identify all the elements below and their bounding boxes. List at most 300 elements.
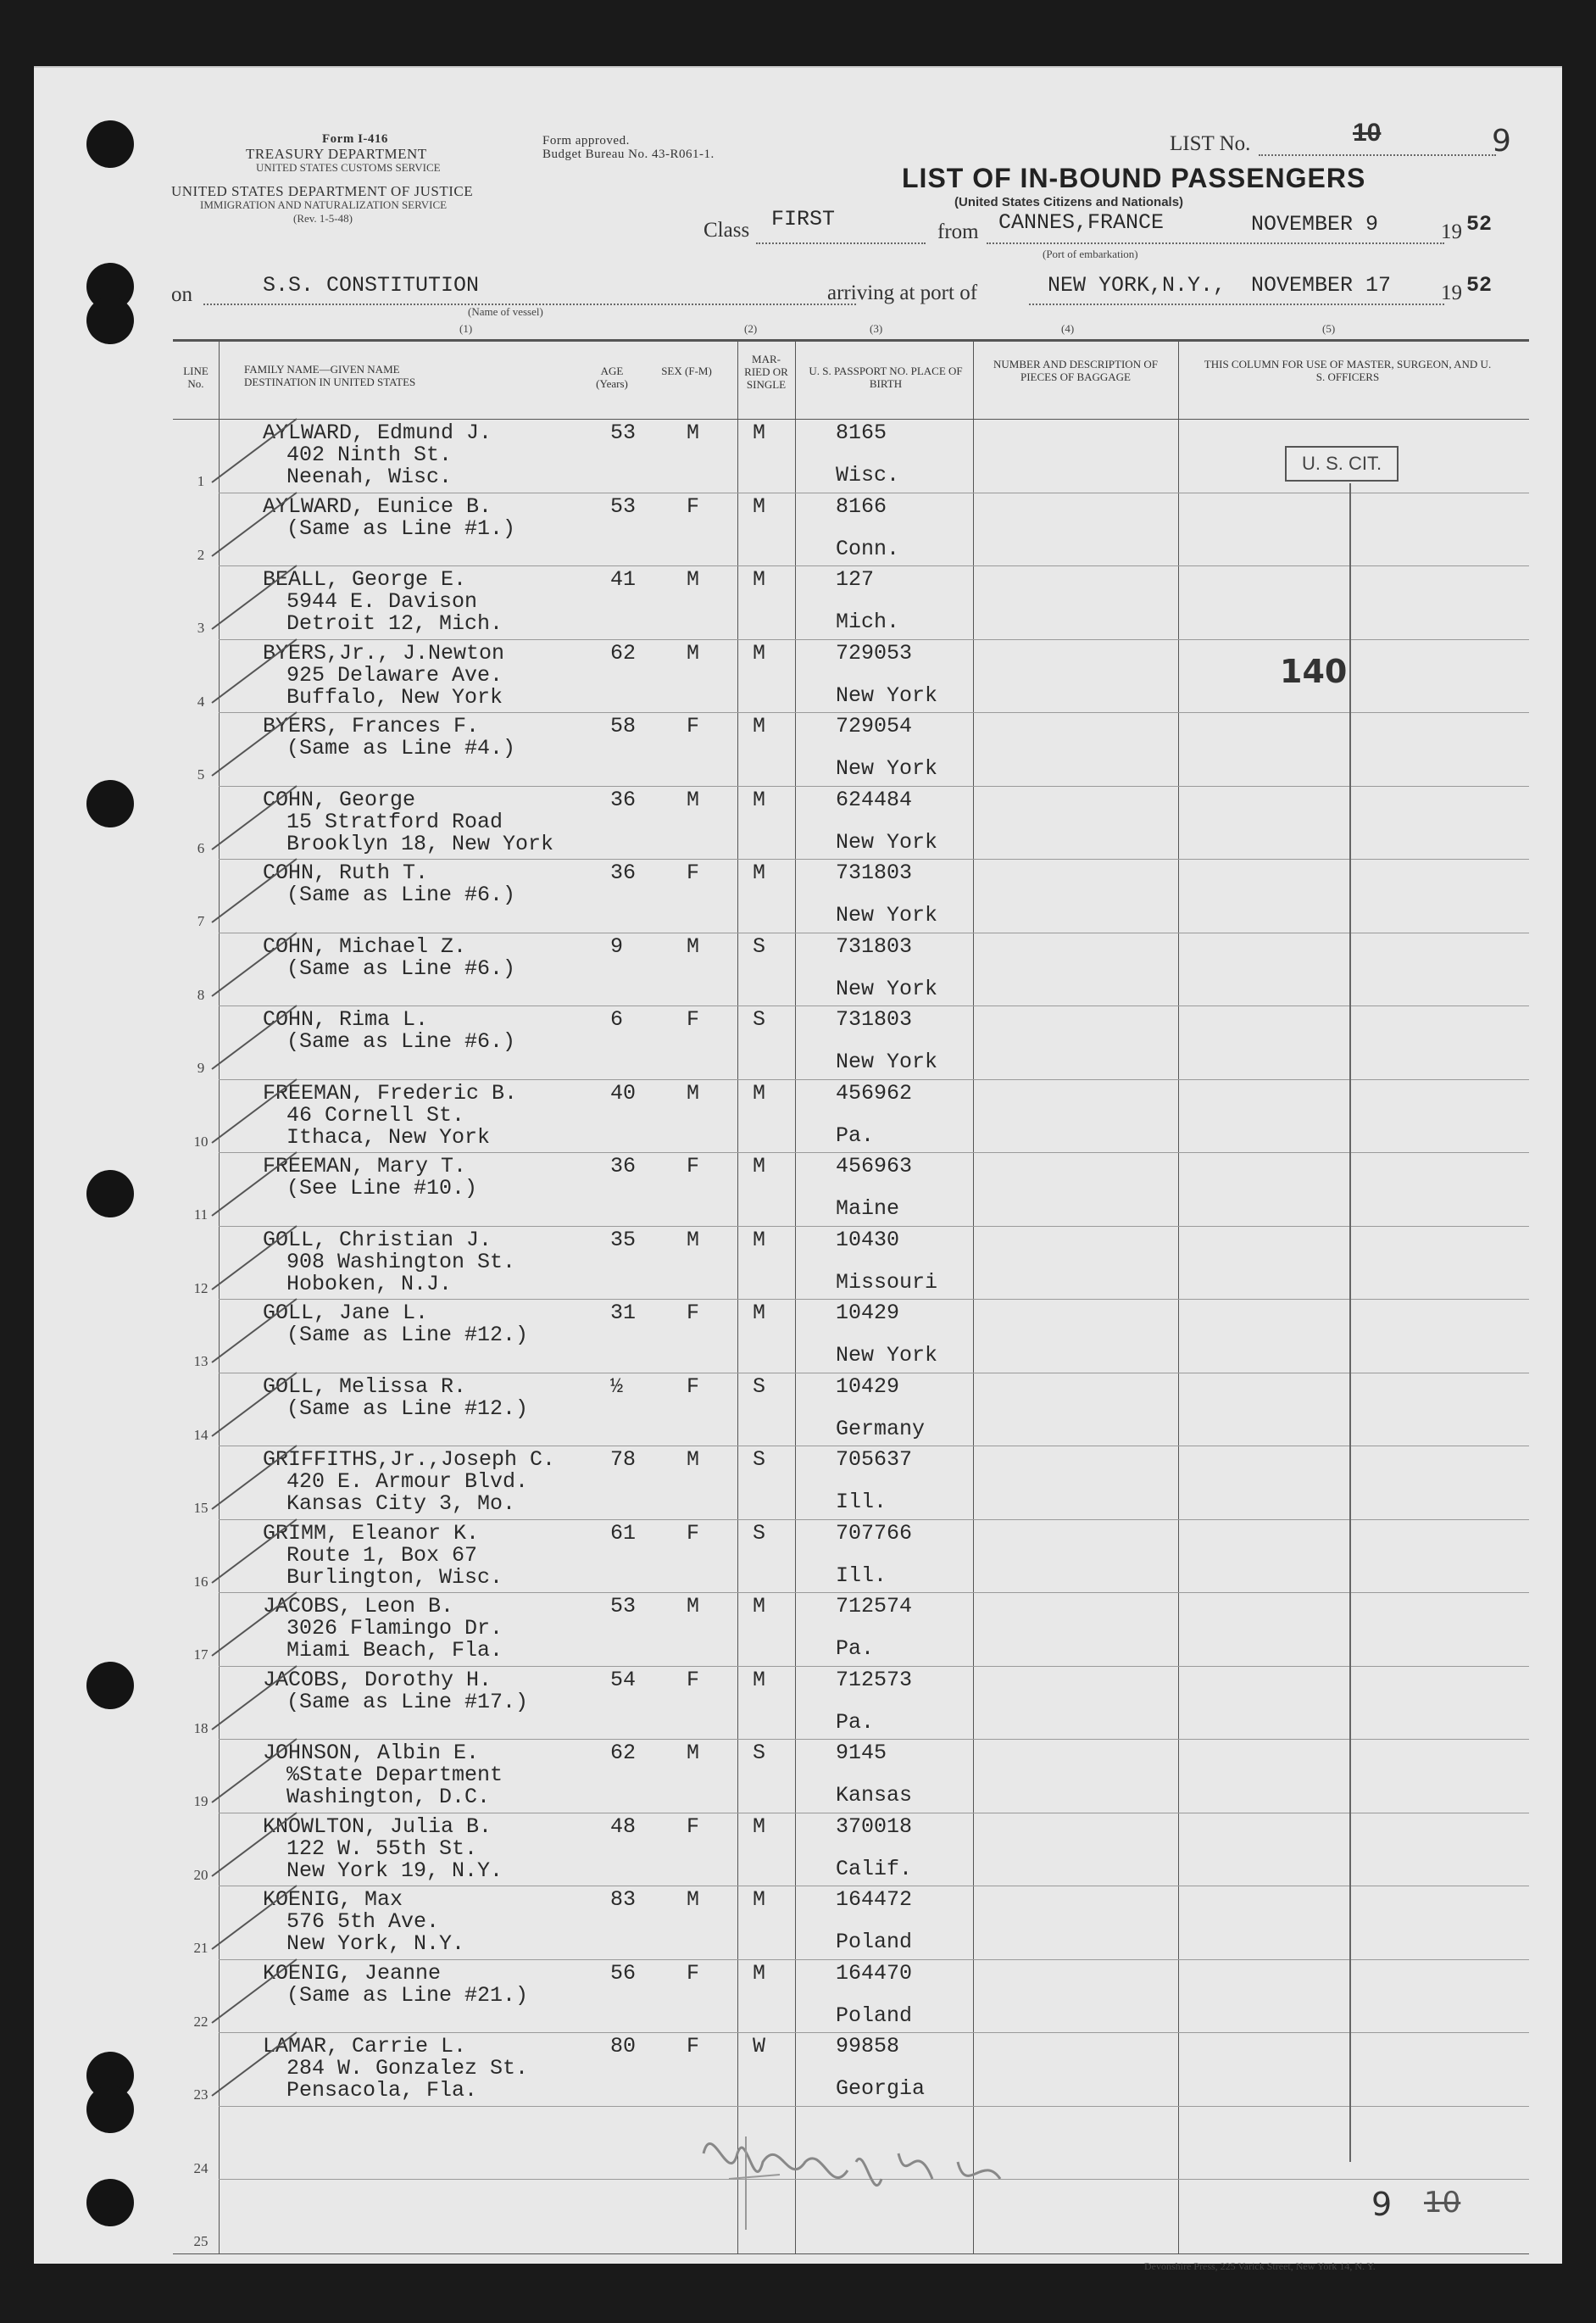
passenger-address: (Same as Line #17.)	[286, 1689, 529, 1714]
passenger-sex: M	[687, 421, 700, 445]
passenger-address: 925 Delaware Ave.	[286, 662, 503, 688]
passenger-age: 78	[610, 1447, 637, 1472]
place-of-birth: Poland	[836, 1930, 913, 1954]
passenger-marital-status: S	[753, 1741, 766, 1765]
passenger-age: 31	[610, 1301, 637, 1325]
table-bottom-border	[173, 2253, 1529, 2254]
passport-number: 712574	[836, 1594, 913, 1618]
embarkation-caption: (Port of embarkation)	[1043, 248, 1138, 260]
passenger-name: GOLL, Melissa R.	[263, 1373, 467, 1399]
check-mark	[203, 1071, 305, 1156]
passenger-age: 40	[610, 1080, 637, 1106]
row-divider	[219, 1299, 1529, 1300]
passenger-name: BEALL, George E.	[263, 567, 467, 592]
check-mark	[203, 997, 305, 1082]
passport-number: 10430	[836, 1227, 900, 1252]
place-of-birth: Mich.	[836, 610, 900, 634]
passenger-age: 53	[610, 1594, 637, 1618]
passenger-sex: M	[687, 933, 700, 959]
passenger-marital-status: S	[753, 1373, 766, 1399]
passenger-address: (Same as Line #1.)	[286, 515, 516, 541]
place-of-birth: Conn.	[836, 536, 900, 561]
passenger-age: ½	[610, 1373, 624, 1399]
line-number: 19	[193, 1793, 209, 1809]
passenger-name: GOLL, Jane L.	[263, 1301, 429, 1325]
page-title: LIST OF IN-BOUND PASSENGERS	[902, 163, 1366, 193]
passport-number: 10429	[836, 1301, 900, 1325]
check-mark	[203, 1877, 305, 1962]
passenger-name: JACOBS, Dorothy H.	[263, 1667, 492, 1692]
row-divider	[219, 859, 1529, 860]
passenger-marital-status: M	[753, 1301, 766, 1325]
header-age: AGE (Years)	[596, 365, 628, 390]
passenger-age: 36	[610, 861, 637, 885]
row-divider	[219, 639, 1529, 640]
class-value: FIRST	[771, 207, 836, 231]
passenger-address: Route 1, Box 67	[286, 1542, 478, 1568]
passenger-address: %State Department	[286, 1763, 503, 1787]
passport-number: 8166	[836, 493, 887, 519]
vessel-name: S.S. CONSTITUTION	[263, 273, 480, 298]
passenger-sex: M	[687, 567, 700, 592]
column-divider	[737, 339, 738, 2253]
passenger-sex: M	[687, 640, 700, 666]
passenger-sex: M	[687, 1741, 700, 1765]
passenger-name: JOHNSON, Albin E.	[263, 1741, 480, 1765]
passenger-age: 58	[610, 714, 637, 738]
passenger-name: KOENIG, Jeanne	[263, 1960, 442, 1986]
place-of-birth: New York	[836, 1050, 938, 1074]
printer-imprint: Devonshire Press, 225 Varick Street, New York 14, N. Y.	[1144, 2260, 1376, 2272]
binder-hole	[86, 2179, 134, 2226]
passenger-age: 9	[610, 933, 624, 959]
row-divider	[219, 1592, 1529, 1593]
embarkation-port: CANNES,FRANCE	[998, 210, 1165, 235]
check-mark	[203, 1657, 305, 1742]
passenger-address: 284 W. Gonzalez St.	[286, 2056, 529, 2081]
binder-hole	[86, 2086, 134, 2133]
list-number-struck: 10	[1353, 119, 1382, 147]
passenger-address: 46 Cornell St.	[286, 1102, 465, 1128]
departure-date: NOVEMBER 9	[1251, 212, 1379, 237]
class-label: Class	[703, 219, 750, 242]
vessel-caption: (Name of vessel)	[468, 305, 543, 318]
passenger-age: 36	[610, 787, 637, 812]
check-mark	[203, 1804, 305, 1889]
line-number: 24	[193, 2159, 209, 2176]
passenger-age: 54	[610, 1667, 637, 1692]
arriving-label: arriving at port of	[827, 281, 978, 304]
passenger-name: JACOBS, Leon B.	[263, 1594, 454, 1618]
check-mark	[203, 557, 305, 642]
passenger-sex: F	[687, 714, 700, 738]
check-mark	[203, 484, 305, 569]
passenger-marital-status: S	[753, 1520, 766, 1546]
passenger-marital-status: M	[753, 1227, 766, 1252]
passenger-age: 83	[610, 1887, 637, 1912]
header-baggage: NUMBER AND DESCRIPTION OF PIECES OF BAGGAGE	[993, 358, 1158, 383]
place-of-birth: Wisc.	[836, 463, 900, 487]
departure-year: 52	[1466, 212, 1493, 237]
passenger-sex: F	[687, 1154, 700, 1178]
passenger-marital-status: W	[753, 2034, 766, 2058]
check-mark	[203, 1290, 305, 1375]
passenger-marital-status: M	[753, 787, 766, 812]
form-approved: Form approved.	[542, 134, 630, 148]
line-number: 14	[193, 1426, 209, 1443]
check-mark	[203, 410, 305, 495]
passenger-sex: M	[687, 1447, 700, 1472]
check-mark	[203, 1584, 305, 1668]
place-of-birth: Pa.	[836, 1636, 875, 1661]
line-number: 12	[193, 1279, 209, 1296]
line-number: 7	[197, 913, 205, 929]
passenger-age: 48	[610, 1813, 637, 1839]
passenger-marital-status: M	[753, 567, 766, 592]
passenger-marital-status: M	[753, 1887, 766, 1912]
line-number: 4	[197, 693, 205, 710]
place-of-birth: Poland	[836, 2003, 913, 2028]
passenger-sex: F	[687, 1520, 700, 1546]
verification-line	[1349, 483, 1351, 2162]
passenger-name: COHN, Ruth T.	[263, 861, 429, 885]
line-number: 23	[193, 2086, 209, 2103]
line-number: 6	[197, 839, 205, 856]
passenger-name: COHN, George	[263, 787, 416, 812]
place-of-birth: Missouri	[836, 1269, 938, 1295]
binder-hole	[86, 297, 134, 344]
passenger-address: (See Line #10.)	[286, 1176, 478, 1200]
form-number: Form I-416	[322, 132, 388, 146]
passenger-sex: F	[687, 1667, 700, 1692]
row-divider	[219, 1079, 1529, 1080]
passenger-name: BYERS, Frances F.	[263, 714, 480, 738]
passenger-city: New York, N.Y.	[286, 1931, 465, 1956]
passenger-city: Neenah, Wisc.	[286, 465, 453, 489]
passenger-sex: M	[687, 1594, 700, 1618]
inspector-signature	[678, 2103, 1034, 2238]
line-number: 17	[193, 1646, 209, 1663]
passenger-address: 122 W. 55th St.	[286, 1836, 478, 1861]
passenger-marital-status: M	[753, 1960, 766, 1986]
treasury-department: TREASURY DEPARTMENT	[246, 146, 427, 162]
passport-number: 164472	[836, 1887, 913, 1912]
passenger-city: New York 19, N.Y.	[286, 1858, 503, 1883]
passenger-name: COHN, Rima L.	[263, 1007, 429, 1032]
passenger-age: 36	[610, 1154, 637, 1178]
passport-number: 10429	[836, 1373, 900, 1399]
passenger-name: FREEMAN, Frederic B.	[263, 1080, 518, 1106]
passenger-marital-status: M	[753, 1154, 766, 1178]
passport-number: 731803	[836, 933, 913, 959]
passenger-city: Hoboken, N.J.	[286, 1271, 453, 1296]
place-of-birth: Calif.	[836, 1856, 913, 1881]
list-number: 9	[1492, 124, 1511, 159]
passport-number: 456963	[836, 1154, 913, 1178]
check-mark	[203, 850, 305, 935]
passenger-address: 15 Stratford Road	[286, 809, 503, 834]
line-number: 16	[193, 1573, 209, 1590]
page-number-struck: 10	[1424, 2186, 1461, 2220]
passenger-age: 6	[610, 1007, 624, 1032]
header-sex: SEX (F-M)	[661, 365, 712, 377]
passenger-marital-status: M	[753, 1080, 766, 1106]
passenger-address: (Same as Line #6.)	[286, 1029, 516, 1054]
place-of-birth: New York	[836, 1343, 938, 1368]
check-mark	[203, 1951, 305, 2036]
check-mark	[203, 1437, 305, 1522]
customs-service: UNITED STATES CUSTOMS SERVICE	[256, 161, 441, 174]
check-mark	[203, 1364, 305, 1449]
passenger-sex: F	[687, 493, 700, 519]
manifest-page	[34, 66, 1562, 2272]
line-number: 18	[193, 1719, 209, 1736]
check-mark	[203, 1730, 305, 1815]
place-of-birth: Maine	[836, 1196, 900, 1221]
passport-number: 164470	[836, 1960, 913, 1986]
passenger-marital-status: S	[753, 1007, 766, 1032]
passenger-name: AYLWARD, Eunice B.	[263, 493, 492, 519]
passenger-marital-status: M	[753, 493, 766, 519]
line-number: 5	[197, 766, 205, 783]
passenger-age: 53	[610, 493, 637, 519]
column-divider	[795, 339, 796, 2253]
passport-number: 456962	[836, 1080, 913, 1106]
class-line	[756, 242, 926, 244]
check-mark	[203, 631, 305, 716]
passport-number: 624484	[836, 787, 913, 812]
line-number: 3	[197, 620, 205, 636]
passport-number: 729053	[836, 640, 913, 666]
passport-number: 707766	[836, 1520, 913, 1546]
passenger-address: 3026 Flamingo Dr.	[286, 1616, 503, 1641]
passport-number: 370018	[836, 1813, 913, 1839]
passenger-marital-status: M	[753, 1813, 766, 1839]
passenger-name: KOENIG, Max	[263, 1887, 403, 1912]
binder-hole	[86, 1662, 134, 1709]
passport-number: 712573	[836, 1667, 913, 1692]
passenger-sex: M	[687, 787, 700, 812]
line-number: 13	[193, 1353, 209, 1369]
passenger-address: 576 5th Ave.	[286, 1909, 440, 1934]
place-of-birth: Kansas	[836, 1783, 913, 1808]
passenger-sex: M	[687, 1227, 700, 1252]
place-of-birth: New York	[836, 976, 938, 1001]
passenger-sex: F	[687, 1813, 700, 1839]
passenger-address: (Same as Line #21.)	[286, 1982, 529, 2008]
arrival-port: NEW YORK,N.Y.,	[1048, 273, 1226, 298]
row-divider	[219, 1959, 1529, 1960]
place-of-birth: New York	[836, 903, 938, 928]
year-prefix: 19	[1441, 220, 1462, 243]
header-married: MAR-RIED OR SINGLE	[744, 353, 788, 391]
passenger-city: Miami Beach, Fla.	[286, 1638, 503, 1663]
passenger-name: BYERS,Jr., J.Newton	[263, 640, 505, 666]
place-of-birth: Germany	[836, 1416, 926, 1441]
line-number: 21	[193, 1940, 209, 1956]
passenger-city: Burlington, Wisc.	[286, 1564, 503, 1590]
passenger-name: AYLWARD, Edmund J.	[263, 421, 492, 445]
passenger-address: (Same as Line #6.)	[286, 955, 516, 981]
passenger-address: 908 Washington St.	[286, 1249, 516, 1274]
passenger-age: 62	[610, 1741, 637, 1765]
table-top-border	[173, 339, 1529, 342]
passenger-age: 62	[610, 640, 637, 666]
check-mark	[203, 777, 305, 862]
arrival-year: 52	[1466, 273, 1493, 298]
passport-number: 99858	[836, 2034, 900, 2058]
passenger-marital-status: M	[753, 861, 766, 885]
row-divider	[219, 2032, 1529, 2033]
line-number: 2	[197, 546, 205, 563]
line-number: 25	[193, 2233, 209, 2249]
row-divider	[219, 1152, 1529, 1153]
line-number: 20	[193, 1866, 209, 1883]
line-number: 1	[197, 473, 205, 489]
binder-hole	[86, 780, 134, 827]
line-number: 8	[197, 986, 205, 1003]
row-divider	[219, 1519, 1529, 1520]
passenger-address: (Same as Line #12.)	[286, 1395, 529, 1421]
passenger-name: LAMAR, Carrie L.	[263, 2034, 467, 2058]
passenger-sex: F	[687, 1007, 700, 1032]
passport-number: 127	[836, 567, 875, 592]
passenger-marital-status: S	[753, 933, 766, 959]
row-divider	[219, 786, 1529, 787]
passenger-marital-status: M	[753, 714, 766, 738]
passenger-name: FREEMAN, Mary T.	[263, 1154, 467, 1178]
passenger-name: GOLL, Christian J.	[263, 1227, 492, 1252]
place-of-birth: New York	[836, 682, 938, 708]
row-divider	[219, 1666, 1529, 1667]
passenger-city: Buffalo, New York	[286, 684, 503, 710]
passenger-city: Brooklyn 18, New York	[286, 831, 554, 856]
department-of-justice: UNITED STATES DEPARTMENT OF JUSTICE	[171, 183, 474, 199]
passenger-marital-status: M	[753, 421, 766, 445]
column-number-4: (4)	[1061, 322, 1075, 335]
passenger-address: (Same as Line #12.)	[286, 1323, 529, 1347]
passport-number: 8165	[836, 421, 887, 445]
row-divider	[219, 1226, 1529, 1227]
place-of-birth: New York	[836, 829, 938, 855]
check-mark	[203, 704, 305, 788]
passenger-sex: F	[687, 2034, 700, 2058]
passenger-address: (Same as Line #6.)	[286, 883, 516, 907]
header-line-no: LINE No.	[183, 365, 209, 390]
budget-bureau: Budget Bureau No. 43-R061-1.	[542, 148, 715, 161]
passport-number: 731803	[836, 861, 913, 885]
passenger-sex: F	[687, 1373, 700, 1399]
table-header-border	[173, 419, 1529, 420]
place-of-birth: Ill.	[836, 1490, 887, 1514]
passenger-name: COHN, Michael Z.	[263, 933, 467, 959]
column-number-1: (1)	[459, 322, 473, 335]
us-citizen-stamp: U. S. CIT.	[1285, 446, 1399, 482]
passenger-sex: M	[687, 1887, 700, 1912]
header-officers: THIS COLUMN FOR USE OF MASTER, SURGEON, AND U. S. OFFICERS	[1204, 358, 1492, 383]
passenger-sex: M	[687, 1080, 700, 1106]
header-name-destination: FAMILY NAME—GIVEN NAME DESTINATION IN UNITED STATES	[244, 363, 416, 388]
passport-number: 9145	[836, 1741, 887, 1765]
passenger-name: KNOWLTON, Julia B.	[263, 1813, 492, 1839]
passenger-name: GRIMM, Eleanor K.	[263, 1520, 480, 1546]
row-divider	[219, 565, 1529, 566]
passport-number: 731803	[836, 1007, 913, 1032]
page-subtitle: (United States Citizens and Nationals)	[954, 195, 1184, 209]
passenger-address: 5944 E. Davison	[286, 589, 478, 614]
passenger-age: 61	[610, 1520, 637, 1546]
passenger-age: 41	[610, 567, 637, 592]
ins-service: IMMIGRATION AND NATURALIZATION SERVICE	[200, 198, 448, 211]
passenger-sex: F	[687, 861, 700, 885]
place-of-birth: Pa.	[836, 1123, 875, 1148]
officer-annotation: 140	[1280, 653, 1348, 690]
passenger-age: 35	[610, 1227, 637, 1252]
binder-hole	[86, 1170, 134, 1217]
place-of-birth: Pa.	[836, 1709, 875, 1735]
passenger-city: Ithaca, New York	[286, 1124, 491, 1150]
column-number-2: (2)	[744, 322, 758, 335]
passenger-marital-status: M	[753, 1594, 766, 1618]
passenger-address: (Same as Line #4.)	[286, 736, 516, 760]
line-number: 15	[193, 1500, 209, 1516]
arrival-line	[1029, 304, 1444, 305]
row-divider	[219, 712, 1529, 713]
passenger-address: 402 Ninth St.	[286, 443, 453, 467]
check-mark	[203, 1144, 305, 1228]
check-mark	[203, 1511, 305, 1596]
passenger-age: 80	[610, 2034, 637, 2058]
passenger-address: 420 E. Armour Blvd.	[286, 1469, 529, 1494]
passenger-city: Pensacola, Fla.	[286, 2078, 478, 2103]
on-label: on	[171, 283, 192, 306]
column-divider	[973, 339, 974, 2253]
place-of-birth: Ill.	[836, 1563, 887, 1588]
passenger-age: 53	[610, 421, 637, 445]
column-divider	[1178, 339, 1179, 2253]
binder-hole	[86, 120, 134, 168]
check-mark	[203, 1217, 305, 1302]
form-revision: (Rev. 1-5-48)	[293, 212, 353, 225]
passenger-marital-status: S	[753, 1447, 766, 1472]
from-line	[987, 242, 1444, 244]
line-number: 10	[193, 1133, 209, 1150]
line-number: 9	[197, 1060, 205, 1076]
column-number-5: (5)	[1322, 322, 1336, 335]
check-mark	[203, 2024, 305, 2109]
passenger-name: GRIFFITHS,Jr.,Joseph C.	[263, 1447, 556, 1472]
place-of-birth: New York	[836, 756, 938, 781]
line-number: 22	[193, 2013, 209, 2030]
passenger-city: Washington, D.C.	[286, 1785, 491, 1809]
passenger-age: 56	[610, 1960, 637, 1986]
passport-number: 729054	[836, 714, 913, 738]
passenger-city: Kansas City 3, Mo.	[286, 1491, 516, 1516]
arrival-year-prefix: 19	[1441, 281, 1462, 304]
page-number: 9	[1371, 2186, 1393, 2223]
column-number-3: (3)	[870, 322, 883, 335]
passenger-city: Detroit 12, Mich.	[286, 611, 503, 636]
list-number-label: LIST No.	[1170, 132, 1251, 155]
passport-number: 705637	[836, 1447, 913, 1472]
passenger-sex: F	[687, 1960, 700, 1986]
row-divider	[219, 1739, 1529, 1740]
place-of-birth: Georgia	[836, 2076, 926, 2101]
check-mark	[203, 924, 305, 1009]
passenger-sex: F	[687, 1301, 700, 1325]
header-passport: U. S. PASSPORT NO. PLACE OF BIRTH	[809, 365, 963, 390]
arrival-date: NOVEMBER 17	[1251, 273, 1392, 298]
